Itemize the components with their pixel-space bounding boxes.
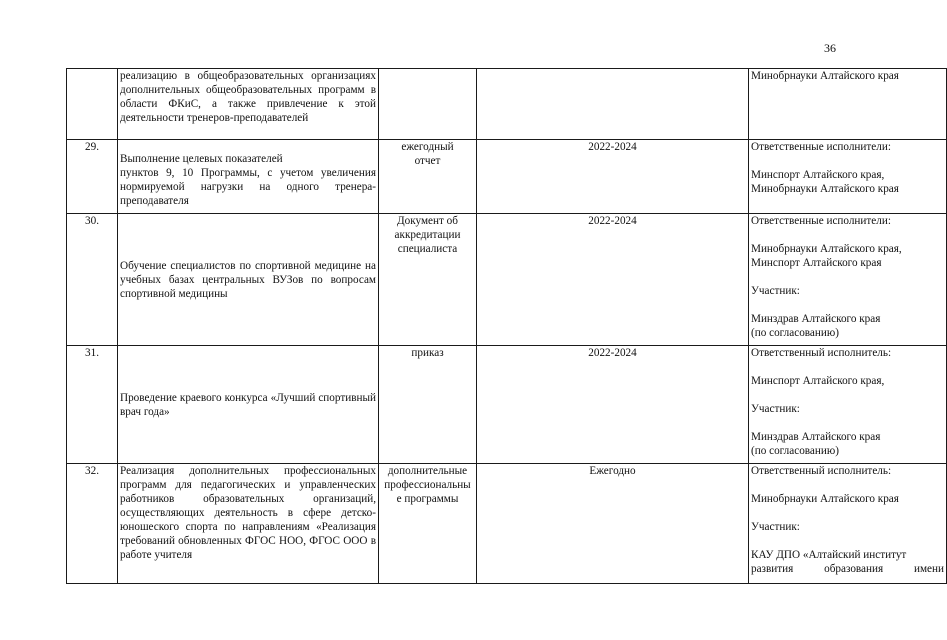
form-line: ежегодный [401, 141, 454, 153]
row-term: 2022-2024 [477, 140, 749, 214]
executor-line [751, 298, 944, 312]
executor-line [751, 228, 944, 242]
executor-line: Минспорт Алтайского края, [751, 375, 885, 387]
executor-line [751, 360, 944, 374]
executor-line: Минобрнауки Алтайского края, [751, 243, 902, 255]
row-executors [749, 69, 947, 140]
executor-line: Ответственный исполнитель: [751, 465, 892, 477]
row-executors [749, 140, 947, 214]
executor-line [751, 506, 944, 520]
executor-line: (по согласованию) [751, 327, 839, 339]
row-description: реализацию в общеобразовательных организациях дополнительных общеобразовательных программ в области ФКиС, а также привлечение к этой деятельности тренеров-преподавателей [118, 69, 379, 140]
form-line: е программы [396, 493, 459, 505]
row-number: 31. [67, 346, 118, 464]
row-term [477, 69, 749, 140]
executor-line [751, 478, 944, 492]
executor-line: Минздрав Алтайского края [751, 313, 881, 325]
description-line: Выполнение целевых показателей [120, 152, 283, 165]
row-form [379, 464, 477, 584]
executor-line: Минспорт Алтайского края, [751, 169, 885, 181]
row-executors [749, 464, 947, 584]
row-form: приказ [379, 346, 477, 464]
row-executors [749, 214, 947, 346]
row-executors [749, 346, 947, 464]
executor-line: Минздрав Алтайского края [751, 431, 881, 443]
executor-line: Минспорт Алтайского края [751, 257, 882, 269]
row-form [379, 69, 477, 140]
executor-line: Ответственные исполнители: [751, 141, 891, 153]
row-term: 2022-2024 [477, 346, 749, 464]
description-line: пунктов 9, 10 Программы, с учетом увеличения нормируемой нагрузки на одного тренера-преподавателя [120, 166, 376, 207]
executor-line: Ответственный исполнитель: [751, 347, 892, 359]
row-form [379, 140, 477, 214]
executor-line: Минобрнауки Алтайского края [751, 70, 899, 82]
row-number: 32. [67, 464, 118, 584]
row-description: Обучение специалистов по спортивной медицине на учебных базах центральных ВУЗов по вопросам спортивной медицины [118, 214, 379, 346]
form-line: специалиста [397, 243, 458, 255]
executor-line: Минобрнауки Алтайского края [751, 493, 899, 505]
executor-line [751, 388, 944, 402]
form-line: аккредитации [394, 229, 461, 241]
table-row [67, 69, 947, 140]
executor-line [751, 270, 944, 284]
table-row [67, 464, 947, 584]
row-description [118, 140, 379, 214]
executor-line: Минобрнауки Алтайского края [751, 183, 899, 195]
plan-table [66, 68, 947, 584]
executor-line: Участник: [751, 521, 800, 533]
table-row [67, 214, 947, 346]
form-line: профессиональны [384, 479, 471, 491]
executor-line: (по согласованию) [751, 445, 839, 457]
row-number: 30. [67, 214, 118, 346]
row-term: 2022-2024 [477, 214, 749, 346]
executor-line: Ответственные исполнители: [751, 215, 891, 227]
table-row [67, 346, 947, 464]
executor-line: развития образования имени [751, 563, 944, 575]
row-number: 29. [67, 140, 118, 214]
row-form [379, 214, 477, 346]
form-line: отчет [414, 155, 441, 167]
table-row [67, 140, 947, 214]
executor-line: Участник: [751, 285, 800, 297]
executor-line: КАУ ДПО «Алтайский институт [751, 549, 907, 561]
row-number [67, 69, 118, 140]
executor-line [751, 534, 944, 548]
page-number: 36 [824, 41, 836, 55]
executor-line: Участник: [751, 403, 800, 415]
executor-line [751, 416, 944, 430]
form-line: дополнительные [387, 465, 468, 477]
row-description: Проведение краевого конкурса «Лучший спортивный врач года» [118, 346, 379, 464]
executor-line [751, 154, 944, 168]
form-line: Документ об [397, 215, 458, 227]
row-term: Ежегодно [477, 464, 749, 584]
row-description: Реализация дополнительных профессиональных программ для педагогических и управленческих работников образовательных организаций, осуществляющих деятельность в сфере детско-юношеского спорта по направлениям «Реализация требований обновленных ФГОС НОО, ФГОС ООО в работе учителя [118, 464, 379, 584]
